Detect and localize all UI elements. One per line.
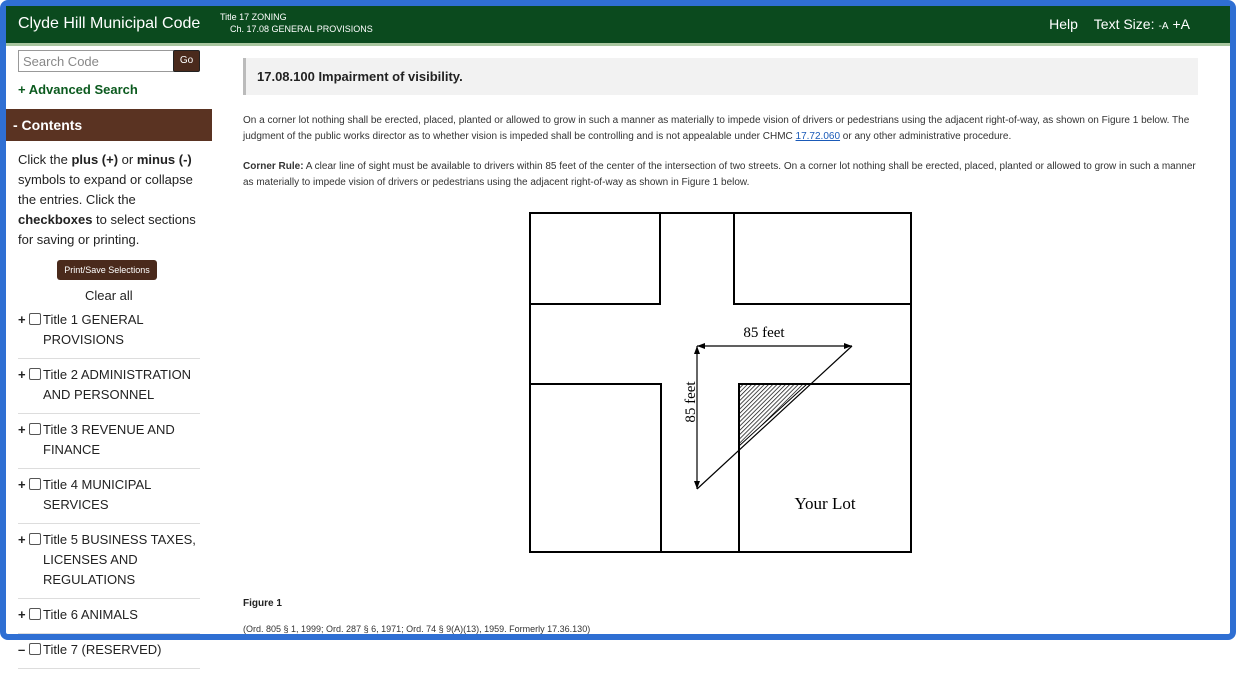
- breadcrumb: [220, 11, 373, 35]
- select-checkbox[interactable]: [29, 478, 41, 490]
- select-checkbox[interactable]: [29, 423, 41, 435]
- toc-item-label[interactable]: Title 6 ANIMALS: [43, 607, 138, 622]
- toc-item: [18, 528, 200, 599]
- expand-icon[interactable]: +: [18, 477, 26, 492]
- print-save-button[interactable]: Print/Save Selections: [57, 260, 157, 280]
- breadcrumb-title[interactable]: Title 17 ZONING: [220, 12, 287, 22]
- select-checkbox[interactable]: [29, 608, 41, 620]
- section-title: 17.08.100 Impairment of visibility.: [257, 69, 463, 84]
- corner-rule-label: Corner Rule:: [243, 161, 304, 172]
- toc-item: [18, 363, 200, 414]
- select-checkbox[interactable]: [29, 368, 41, 380]
- sidebar: [6, 46, 212, 657]
- header-bar: [6, 6, 1230, 46]
- expand-icon[interactable]: +: [18, 607, 26, 622]
- contents-heading[interactable]: - Contents: [6, 109, 212, 141]
- table-of-contents: [18, 308, 200, 673]
- your-lot-label: Your Lot: [794, 494, 856, 513]
- figure-caption: Figure 1: [243, 598, 282, 609]
- text-size-increase[interactable]: +A: [1172, 16, 1190, 32]
- select-checkbox[interactable]: [29, 533, 41, 545]
- breadcrumb-chapter[interactable]: Ch. 17.08 GENERAL PROVISIONS: [230, 24, 373, 34]
- toc-item: [18, 638, 200, 669]
- search-input[interactable]: [18, 50, 180, 72]
- expand-icon[interactable]: +: [18, 312, 26, 327]
- select-checkbox[interactable]: [29, 313, 41, 325]
- site-title[interactable]: Clyde Hill Municipal Code: [18, 15, 201, 32]
- toc-item-label[interactable]: Title 3 REVENUE AND FINANCE: [43, 422, 175, 457]
- header-tools: [1037, 16, 1190, 32]
- advanced-search-link[interactable]: + Advanced Search: [18, 82, 138, 97]
- figure-1-diagram: [529, 212, 914, 555]
- text-size-label: Text Size:: [1093, 16, 1155, 32]
- horizontal-distance-label: 85 feet: [743, 325, 785, 341]
- toc-item-label[interactable]: Title 5 BUSINESS TAXES, LICENSES AND REGULATIONS: [43, 532, 196, 587]
- clear-all-link[interactable]: Clear all: [85, 288, 133, 303]
- toc-item-label[interactable]: Title 7 (RESERVED): [43, 642, 162, 657]
- help-link[interactable]: Help: [1049, 16, 1078, 32]
- chmc-link[interactable]: 17.72.060: [795, 131, 841, 142]
- contents-instructions: Click the plus (+) or minus (-) symbols to expand or collapse the entries. Click the checkboxes to select sections for saving or printing.: [18, 152, 196, 247]
- vertical-distance-label: 85 feet: [683, 381, 699, 423]
- section-paragraph-1: On a corner lot nothing shall be erected, placed, planted or allowed to grow in such a manner as materially to impede vision of drivers or pedestrians using the adjacent right-of-way, as shown on Figure 1 below. The judgment of the public works director as to whether vision is impeded shall be controlling and is not appealable under CHMC 17.72.060 or any other administrative procedure.: [243, 115, 1190, 142]
- toc-item: [18, 308, 200, 359]
- select-checkbox[interactable]: [29, 643, 41, 655]
- toc-item: [18, 473, 200, 524]
- collapse-icon[interactable]: –: [18, 642, 26, 657]
- toc-item-label[interactable]: Title 1 GENERAL PROVISIONS: [43, 312, 144, 347]
- search-box: [18, 50, 194, 72]
- expand-icon[interactable]: +: [18, 532, 26, 547]
- ordinance-history: (Ord. 805 § 1, 1999; Ord. 287 § 6, 1971; Ord. 74 § 9(A)(13), 1959. Formerly 17.36.130): [243, 624, 591, 634]
- section-paragraph-2: Corner Rule: A clear line of sight must be available to drivers within 85 feet of the center of the intersection of two streets. On a corner lot nothing shall be erected, placed, planted or allowed to grow in such a manner as materially to impede vision of drivers or pedestrians using the adjacent right-of-way as shown in Figure 1 below.: [243, 161, 1196, 188]
- text-size-decrease[interactable]: -A: [1158, 21, 1169, 32]
- go-button[interactable]: Go: [173, 50, 200, 72]
- expand-icon[interactable]: +: [18, 367, 26, 382]
- toc-item: [18, 418, 200, 469]
- expand-icon[interactable]: +: [18, 422, 26, 437]
- toc-item-label[interactable]: Title 2 ADMINISTRATION AND PERSONNEL: [43, 367, 192, 402]
- toc-item: [18, 603, 200, 634]
- section-heading: [243, 58, 1198, 95]
- toc-item-label[interactable]: Title 4 MUNICIPAL SERVICES: [43, 477, 151, 512]
